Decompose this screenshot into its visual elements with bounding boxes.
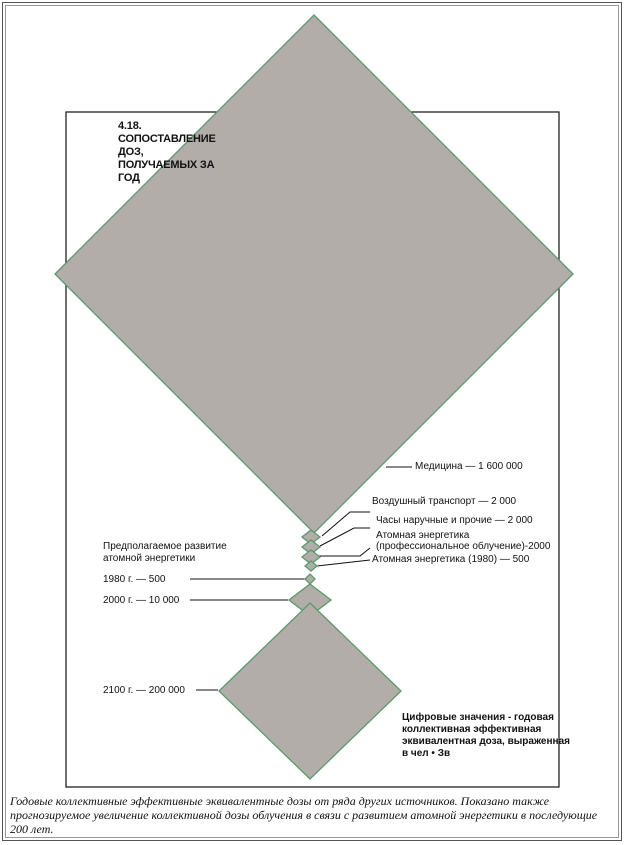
diamond-medicine <box>55 15 573 533</box>
label-air-transport: Воздушный транспорт — 2 000 <box>372 496 517 507</box>
diamond-1980 <box>305 574 315 584</box>
sources-header: Предполагаемое развитие атомной энергетики <box>103 541 227 564</box>
label-nuclear-occupational-2: (профессиональное облучение)-2000 <box>376 541 551 552</box>
units-note: Цифровые значения - годовая коллективная эффективная эквивалентная доза, выраженная в чел • Зв <box>402 712 570 759</box>
diamond-nuclear-1980 <box>305 561 317 571</box>
label-nuclear-1980: Атомная энергетика (1980) — 500 <box>372 554 530 565</box>
leader-occupational <box>318 548 370 556</box>
label-2100: 2100 г. — 200 000 <box>103 685 185 696</box>
diamond-2100 <box>219 603 401 779</box>
label-medicine: Медицина — 1 600 000 <box>415 461 523 472</box>
leader-1980-right <box>317 560 370 566</box>
label-nuclear-occupational-1: Атомная энергетика <box>376 530 470 541</box>
label-watches: Часы наручные и прочие — 2 000 <box>376 515 533 526</box>
figure-caption: Годовые коллективные эффективные эквивалентные дозы от ряда других источников. Показано также прогнозируемое увеличение коллективной дозы облучения в связи с развитием атомной энергетики в последующие 200 лет. <box>10 794 598 836</box>
label-2000: 2000 г. — 10 000 <box>103 595 180 606</box>
figure-title: 4.18. СОПОСТАВЛЕНИЕ ДОЗ, ПОЛУЧАЕМЫХ ЗА ГОД <box>118 120 216 184</box>
label-1980: 1980 г. — 500 <box>103 574 166 585</box>
